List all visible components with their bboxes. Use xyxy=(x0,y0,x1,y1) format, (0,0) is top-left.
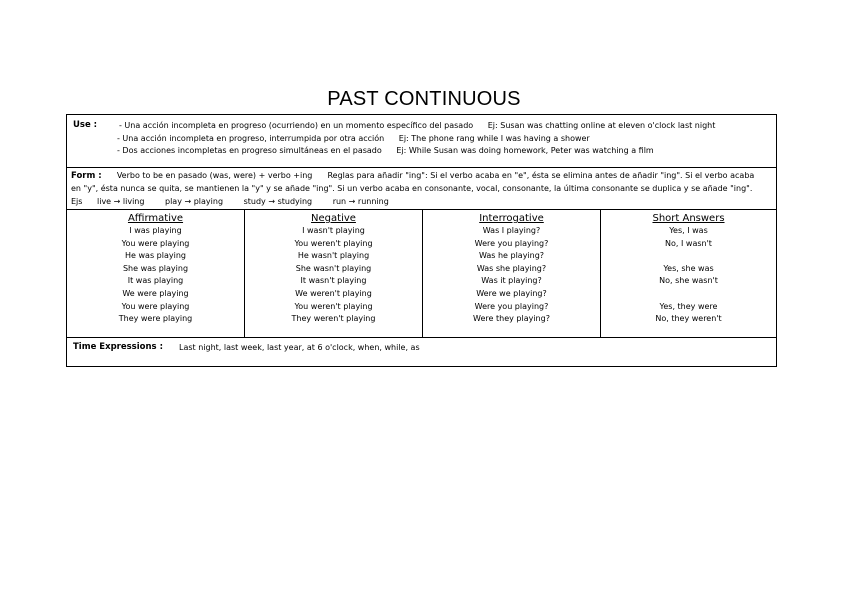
table-cell xyxy=(601,250,776,263)
table-cell: Yes, she was xyxy=(663,263,714,273)
table-cell: No, I wasn't xyxy=(665,238,712,248)
use-line-3 xyxy=(117,146,654,155)
form-label: Form : xyxy=(71,171,102,181)
example-item: study → studying xyxy=(243,197,313,206)
table-cell: She wasn't playing xyxy=(295,263,372,273)
time-expressions-text: Last night, last week, last year, at 6 o'clock, when, while, as xyxy=(179,343,420,352)
column-header: Negative xyxy=(311,213,356,224)
table-cell: We were playing xyxy=(122,288,189,298)
table-cell: She was playing xyxy=(122,263,189,273)
example-item: run → running xyxy=(332,197,389,206)
use-section xyxy=(67,115,776,168)
time-expressions-label: Time Expressions : xyxy=(73,342,163,352)
column-header: Short Answers xyxy=(652,213,725,224)
form-rules: Reglas para añadir "ing": Si el verbo acaba en "e", ésta se elimina antes de añadir "ing". Si el verbo acaba xyxy=(327,171,755,180)
example-item: live → living xyxy=(97,197,145,206)
table-cell: He wasn't playing xyxy=(297,251,370,261)
table-cell: Yes, I was xyxy=(669,226,708,235)
table-cell: Was she playing? xyxy=(476,263,547,273)
use-label: Use : xyxy=(73,120,98,130)
use-line-example: Ej: The phone rang while I was having a shower xyxy=(398,134,590,143)
column-header: Interrogative xyxy=(479,213,544,224)
table-cell: Was I playing? xyxy=(482,226,541,235)
table-cell: He was playing xyxy=(125,251,186,261)
table-cell: Were you playing? xyxy=(474,238,549,248)
table-cell: Yes, they were xyxy=(659,301,718,311)
table-cell: You were playing xyxy=(121,238,190,248)
table-cell: They weren't playing xyxy=(291,314,376,324)
examples-label: Ejs xyxy=(71,197,83,206)
use-line-example: Ej: Susan was chatting online at eleven o'clock last night xyxy=(487,121,716,130)
table-cell xyxy=(601,288,776,301)
affirmative-column xyxy=(67,210,245,337)
form-line-2: en "y", ésta nunca se quita, se mantienen la "y" y se añade "ing". Si un verbo acaba en consonante, vocal, consonante, la última consonante se duplica y se añade "ing". xyxy=(71,184,753,193)
table-cell: They were playing xyxy=(118,314,193,324)
column-header: Affirmative xyxy=(127,213,184,224)
table-cell: No, she wasn't xyxy=(659,276,718,286)
table-cell: No, they weren't xyxy=(655,314,722,324)
example-item: play → playing xyxy=(165,197,224,206)
use-line-example: Ej: While Susan was doing homework, Peter was watching a film xyxy=(396,146,654,155)
use-line-text: - Una acción incompleta en progreso (ocurriendo) en un momento específico del pasado xyxy=(119,121,474,130)
page-title: PAST CONTINUOUS xyxy=(327,88,521,110)
negative-column xyxy=(245,210,423,337)
use-line-2 xyxy=(117,134,590,143)
table-cell: Were we playing? xyxy=(476,288,547,298)
table-cell: You weren't playing xyxy=(294,301,373,311)
table-cell: Were you playing? xyxy=(474,301,549,311)
conjugation-table xyxy=(67,210,776,338)
table-cell: We weren't playing xyxy=(295,288,372,298)
short-answers-column xyxy=(601,210,776,337)
table-cell: I wasn't playing xyxy=(302,226,365,235)
form-formula: Verbo to be en pasado (was, were) + verbo +ing xyxy=(116,171,313,180)
use-line-text: - Dos acciones incompletas en progreso simultáneas en el pasado xyxy=(117,146,382,155)
table-cell: Was it playing? xyxy=(481,276,542,286)
table-cell: Was he playing? xyxy=(478,251,545,261)
form-section xyxy=(67,168,776,210)
use-line-1 xyxy=(119,121,715,130)
form-line-1 xyxy=(71,171,754,181)
table-cell: Were they playing? xyxy=(473,314,550,324)
table-cell: It wasn't playing xyxy=(300,276,367,286)
time-expressions-section xyxy=(67,338,776,366)
table-cell: It was playing xyxy=(127,276,184,286)
table-cell: You weren't playing xyxy=(294,238,373,248)
form-examples xyxy=(71,197,407,206)
table-cell: You were playing xyxy=(121,301,190,311)
table-cell: I was playing xyxy=(129,226,182,235)
grammar-sheet xyxy=(66,114,777,367)
interrogative-column xyxy=(423,210,601,337)
use-line-text: - Una acción incompleta en progreso, interrumpida por otra acción xyxy=(117,134,385,143)
